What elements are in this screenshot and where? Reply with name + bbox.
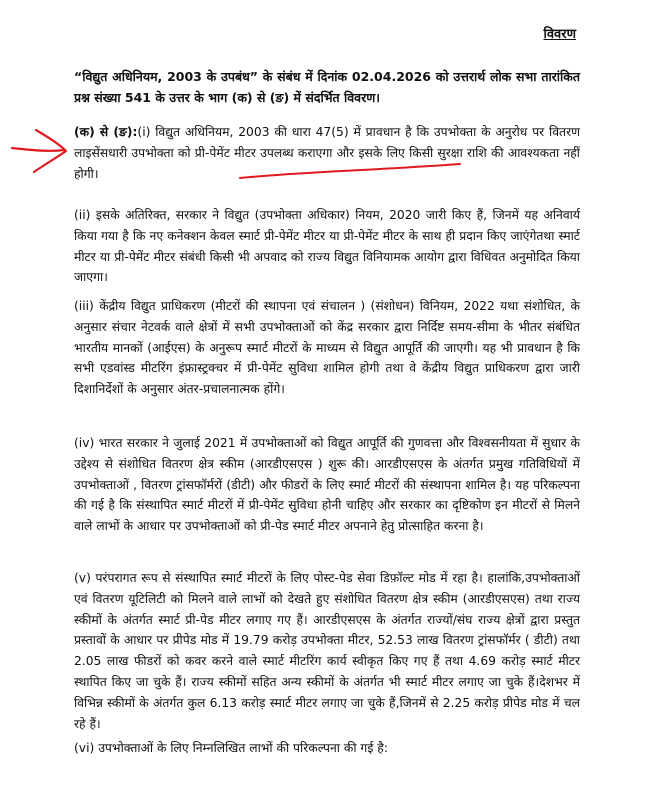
heading-vivaran: विवरण (543, 27, 576, 42)
paragraph-iii: (iii) केंद्रीय विद्युत प्राधिकरण (मीटरों की स्थापना एवं संचालन ) (संशोधन) विनियम, 2022 यथा संशोधित, के अनुसार संचार नेटवर्क वाले क्षेत्रों में सभी उपभोक्ताओं को केंद्र सरकार द्वारा निर्दिष्ट समय-सीमा के भीतर संबंधित भारतीय मानकों (आईएस) के अनुरूप स्मार्ट मीटरों के माध्यम से विद्युत आपूर्ति की जाएगी। यह भी प्रावधान है कि सभी एडवांस्ड मीटरिंग इंफ्रास्ट्रक्चर में प्री-पेमेंट सुविधा शामिल होगी तथा वे केंद्रीय विद्युत प्राधिकरण द्वारा जारी दिशानिर्देशों के अनुसार अंतर-प्रचालनात्मक होंगे। (74, 299, 580, 397)
paragraph-iv: (iv) भारत सरकार ने जुलाई 2021 में उपभोक्ताओं को विद्युत आपूर्ति की गुणवत्ता और विश्वसनीयता में सुधार के उद्देश्य से संशोधित वितरण क्षेत्र स्कीम (आरडीएसएस ) शुरू की। आरडीएसएस के अंतर्गत प्रमुख गतिविधियों में उपभोक्ताओं , वितरण ट्रांसफॉर्मरों (डीटी) और फीडरों के लिए स्मार्ट मीटरों की संस्थापना शामिल है। यह परिकल्पना की गई है कि संस्थापित स्मार्ट मीटरों में प्री-पेमेंट सुविधा होनी चाहिए और सरकार का दृष्टिकोण इन मीटरों से मिलने वाले लाभों के आधार पर उपभोक्ताओं को प्री-पेड स्मार्ट मीटर अपनाने हेतु प्रोत्साहित करना है। (74, 436, 580, 534)
document-title: “विद्युत अधिनियम, 2003 के उपबंध” के संबंध में दिनांक 02.04.2026 को उत्तरार्थ लोक सभा तारांकित प्रश्न संख्या 541 के उत्तर के भाग (क) से (ङ) में संदर्भित विवरण। (74, 69, 580, 105)
paragraph-i (74, 122, 580, 184)
paragraph-ii: (ii) इसके अतिरिक्त, सरकार ने विद्युत (उपभोक्ता अधिकार) नियम, 2020 जारी किए हैं, जिनमें यह अनिवार्य किया गया है कि नए कनेक्शन केवल स्मार्ट प्री-पेमेंट मीटर या प्री-पेमेंट मीटर के साथ ही प्रदान किए जाएंगेतथा स्मार्ट मीटर या प्री-पेमेंट मीटर संबंधी किसी भी अपवाद को राज्य विद्युत विनियामक आयोग द्वारा विधिवत अनुमोदित किया जाएगा। (74, 208, 580, 285)
paragraph-i-text: (i) विद्युत अधिनियम, 2003 की धारा 47(5) में प्रावधान है कि उपभोक्ता के अनुरोध पर वितरण लाइसेंसधारी उपभोक्ता को प्री-पेमेंट मीटर उपलब्ध कराएगा और इसके लिए किसी सुरक्षा राशि की आवश्यकता नहीं होगी। (74, 125, 580, 181)
paragraph-i-label: (क) से (ङ): (74, 125, 138, 139)
paragraph-v: (v) परंपरागत रूप से संस्थापित स्मार्ट मीटरों के लिए पोस्ट-पेड सेवा डिफ़ॉल्ट मोड में रहा है। हालांकि,उपभोक्ताओं एवं वितरण यूटिलिटी को मिलने वाले लाभों को देखते हुए संशोधित वितरण क्षेत्र स्कीम (आरडीएसएस) तथा राज्य स्कीमों के अंतर्गत स्मार्ट प्री-पेड मीटर लगाए गए हैं। आरडीएसएस के अंतर्गत राज्यों/संघ राज्य क्षेत्रों द्वारा प्रस्तुत प्रस्तावों के आधार पर प्रीपेड मोड में 19.79 करोड़ उपभोक्ता मीटर, 52.53 लाख वितरण ट्रांसफॉर्मर ( डीटी) तथा 2.05 लाख फीडरों को कवर करने वाले स्मार्ट मीटरिंग कार्य स्वीकृत किए गए हैं तथा 4.69 करोड़ स्मार्ट मीटर स्थापित किए जा चुके हैं। राज्य स्कीमों सहित अन्य स्कीमों के अंतर्गत भी स्मार्ट मीटर लगाए जा चुके हैं।देशभर में विभिन्न स्कीमों के अंतर्गत कुल 6.13 करोड़ स्मार्ट मीटर लगाए जा चुके हैं,जिनमें से 2.25 करोड़ प्रीपेड मोड में चल रहे हैं। (74, 571, 580, 731)
paragraph-vi: (vi) उपभोक्ताओं के लिए निम्नलिखित लाभों की परिकल्पना की गई है: (74, 741, 388, 755)
red-arrow-icon (12, 130, 66, 172)
